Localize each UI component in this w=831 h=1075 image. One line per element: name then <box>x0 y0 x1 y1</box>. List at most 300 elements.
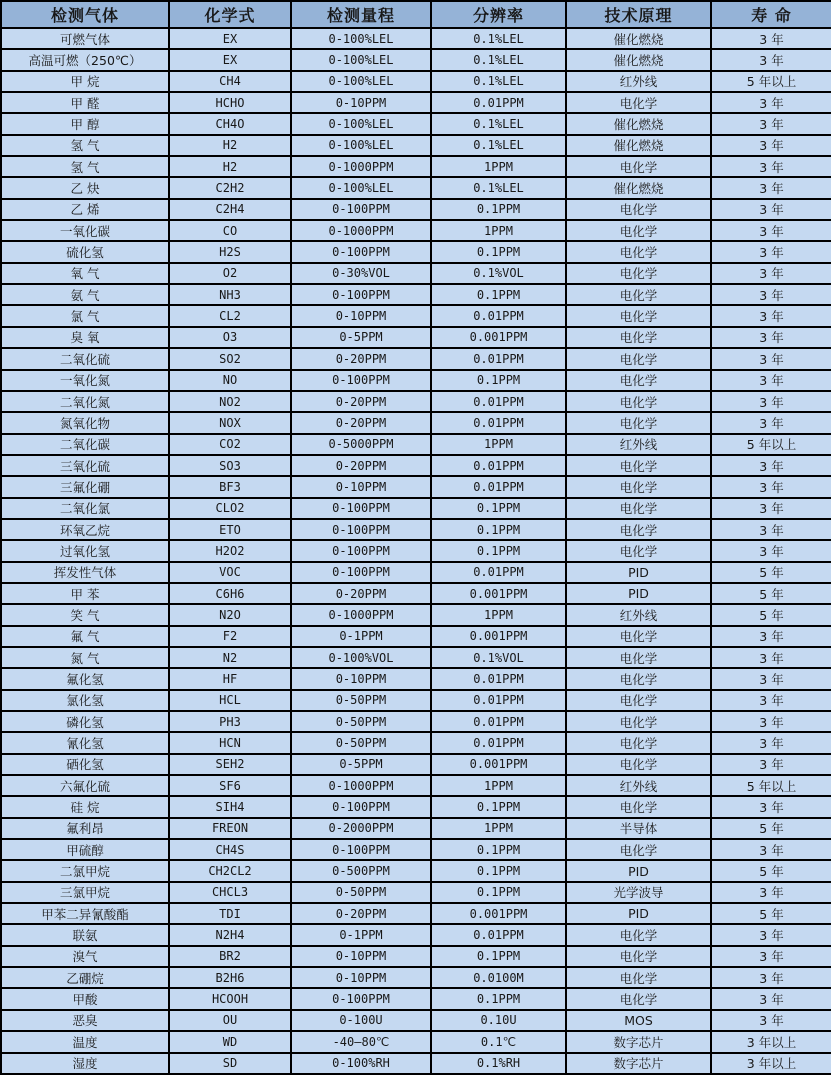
cell-detection-range: 0-1000PPM <box>291 775 431 796</box>
cell-technology: 电化学 <box>566 156 711 177</box>
cell-detection-range: 0-50PPM <box>291 690 431 711</box>
cell-chemical-formula: FREON <box>169 818 291 839</box>
cell-resolution: 0.1%LEL <box>431 71 566 92</box>
cell-chemical-formula: EX <box>169 49 291 70</box>
cell-lifespan: 5 年 <box>711 903 831 924</box>
cell-lifespan: 3 年 <box>711 476 831 497</box>
cell-resolution: 0.1PPM <box>431 370 566 391</box>
cell-detection-range: 0-20PPM <box>291 455 431 476</box>
cell-detection-range: 0-50PPM <box>291 732 431 753</box>
cell-gas-name: 氰化氢 <box>1 732 169 753</box>
cell-chemical-formula: SEH2 <box>169 754 291 775</box>
cell-resolution: 0.1℃ <box>431 1031 566 1052</box>
cell-resolution: 0.01PPM <box>431 348 566 369</box>
cell-chemical-formula: CHCL3 <box>169 882 291 903</box>
cell-detection-range: 0-1000PPM <box>291 604 431 625</box>
cell-chemical-formula: N2H4 <box>169 924 291 945</box>
cell-resolution: 1PPM <box>431 604 566 625</box>
table-row <box>1 199 831 220</box>
cell-technology: 电化学 <box>566 647 711 668</box>
table-row <box>1 946 831 967</box>
cell-detection-range: 0-1PPM <box>291 626 431 647</box>
cell-lifespan: 3 年 <box>711 263 831 284</box>
table-row <box>1 49 831 70</box>
cell-detection-range: 0-2000PPM <box>291 818 431 839</box>
cell-gas-name: 氟 气 <box>1 626 169 647</box>
cell-lifespan: 3 年 <box>711 455 831 476</box>
table-row <box>1 711 831 732</box>
cell-detection-range: 0-5PPM <box>291 327 431 348</box>
cell-chemical-formula: CO2 <box>169 434 291 455</box>
cell-resolution: 0.001PPM <box>431 583 566 604</box>
table-row <box>1 156 831 177</box>
cell-technology: 电化学 <box>566 263 711 284</box>
cell-technology: 电化学 <box>566 946 711 967</box>
table-row <box>1 818 831 839</box>
cell-detection-range: 0-20PPM <box>291 903 431 924</box>
cell-gas-name: 三氧化硫 <box>1 455 169 476</box>
table-row <box>1 327 831 348</box>
cell-detection-range: 0-100%LEL <box>291 49 431 70</box>
cell-resolution: 0.01PPM <box>431 711 566 732</box>
cell-technology: 数字芯片 <box>566 1031 711 1052</box>
cell-lifespan: 3 年 <box>711 241 831 262</box>
cell-chemical-formula: PH3 <box>169 711 291 732</box>
cell-lifespan: 3 年 <box>711 498 831 519</box>
cell-chemical-formula: OU <box>169 1010 291 1031</box>
cell-gas-name: 可燃气体 <box>1 28 169 49</box>
table-row <box>1 92 831 113</box>
cell-lifespan: 3 年 <box>711 882 831 903</box>
cell-technology: 电化学 <box>566 540 711 561</box>
cell-chemical-formula: F2 <box>169 626 291 647</box>
cell-resolution: 0.01PPM <box>431 924 566 945</box>
cell-lifespan: 3 年 <box>711 754 831 775</box>
column-header-formula: 化学式 <box>169 1 291 28</box>
cell-detection-range: 0-10PPM <box>291 946 431 967</box>
cell-chemical-formula: EX <box>169 28 291 49</box>
cell-lifespan: 3 年 <box>711 839 831 860</box>
table-row <box>1 668 831 689</box>
cell-technology: 红外线 <box>566 434 711 455</box>
cell-technology: 电化学 <box>566 391 711 412</box>
cell-detection-range: 0-100PPM <box>291 796 431 817</box>
cell-detection-range: 0-10PPM <box>291 92 431 113</box>
cell-resolution: 0.001PPM <box>431 903 566 924</box>
cell-gas-name: 甲苯二异氰酸酯 <box>1 903 169 924</box>
column-header-technology: 技术原理 <box>566 1 711 28</box>
table-row <box>1 391 831 412</box>
cell-gas-name: 氨 气 <box>1 284 169 305</box>
table-row <box>1 754 831 775</box>
cell-gas-name: 甲酸 <box>1 988 169 1009</box>
cell-gas-name: 氯 气 <box>1 305 169 326</box>
cell-lifespan: 3 年 <box>711 519 831 540</box>
cell-chemical-formula: N2 <box>169 647 291 668</box>
cell-detection-range: 0-100PPM <box>291 839 431 860</box>
cell-gas-name: 二氧化氮 <box>1 391 169 412</box>
cell-lifespan: 3 年 <box>711 732 831 753</box>
cell-chemical-formula: SD <box>169 1053 291 1075</box>
cell-gas-name: 环氧乙烷 <box>1 519 169 540</box>
table-row <box>1 135 831 156</box>
cell-technology: 电化学 <box>566 988 711 1009</box>
cell-resolution: 0.1PPM <box>431 988 566 1009</box>
table-header <box>1 1 831 28</box>
cell-technology: 催化燃烧 <box>566 28 711 49</box>
cell-detection-range: 0-20PPM <box>291 412 431 433</box>
cell-technology: PID <box>566 562 711 583</box>
cell-lifespan: 3 年 <box>711 711 831 732</box>
cell-resolution: 0.01PPM <box>431 732 566 753</box>
column-header-gas: 检测气体 <box>1 1 169 28</box>
cell-technology: 红外线 <box>566 775 711 796</box>
cell-chemical-formula: CH2CL2 <box>169 860 291 881</box>
cell-resolution: 0.01PPM <box>431 690 566 711</box>
cell-technology: PID <box>566 903 711 924</box>
table-row <box>1 476 831 497</box>
cell-lifespan: 3 年 <box>711 1010 831 1031</box>
cell-lifespan: 3 年 <box>711 113 831 134</box>
table-row <box>1 434 831 455</box>
cell-gas-name: 湿度 <box>1 1053 169 1075</box>
cell-lifespan: 5 年 <box>711 860 831 881</box>
cell-detection-range: 0-20PPM <box>291 391 431 412</box>
cell-chemical-formula: SIH4 <box>169 796 291 817</box>
cell-chemical-formula: B2H6 <box>169 967 291 988</box>
cell-gas-name: 乙 炔 <box>1 177 169 198</box>
cell-resolution: 0.001PPM <box>431 327 566 348</box>
cell-gas-name: 二氧化碳 <box>1 434 169 455</box>
cell-chemical-formula: CO <box>169 220 291 241</box>
cell-technology: 电化学 <box>566 754 711 775</box>
cell-technology: 电化学 <box>566 305 711 326</box>
cell-lifespan: 3 年 <box>711 391 831 412</box>
cell-gas-name: 联氨 <box>1 924 169 945</box>
cell-chemical-formula: C6H6 <box>169 583 291 604</box>
table-row <box>1 626 831 647</box>
cell-detection-range: 0-100%VOL <box>291 647 431 668</box>
cell-detection-range: 0-100%RH <box>291 1053 431 1075</box>
cell-gas-name: 二氧化氯 <box>1 498 169 519</box>
table-row <box>1 924 831 945</box>
table-row <box>1 220 831 241</box>
cell-resolution: 0.1PPM <box>431 498 566 519</box>
cell-lifespan: 3 年 <box>711 668 831 689</box>
cell-resolution: 0.1PPM <box>431 946 566 967</box>
cell-gas-name: 氢 气 <box>1 156 169 177</box>
cell-lifespan: 3 年以上 <box>711 1053 831 1075</box>
cell-lifespan: 5 年以上 <box>711 71 831 92</box>
cell-gas-name: 甲 苯 <box>1 583 169 604</box>
table-row <box>1 28 831 49</box>
table-row <box>1 903 831 924</box>
cell-chemical-formula: NO <box>169 370 291 391</box>
cell-gas-name: 乙硼烷 <box>1 967 169 988</box>
cell-gas-name: 甲 烷 <box>1 71 169 92</box>
table-row <box>1 348 831 369</box>
cell-chemical-formula: SO3 <box>169 455 291 476</box>
table-row <box>1 263 831 284</box>
cell-technology: 红外线 <box>566 71 711 92</box>
cell-gas-name: 二氧化硫 <box>1 348 169 369</box>
table-row <box>1 882 831 903</box>
cell-chemical-formula: CH4S <box>169 839 291 860</box>
table-row <box>1 690 831 711</box>
cell-gas-name: 臭 氧 <box>1 327 169 348</box>
cell-detection-range: 0-100PPM <box>291 241 431 262</box>
cell-gas-name: 三氯甲烷 <box>1 882 169 903</box>
cell-technology: MOS <box>566 1010 711 1031</box>
cell-chemical-formula: TDI <box>169 903 291 924</box>
cell-detection-range: 0-20PPM <box>291 583 431 604</box>
cell-resolution: 0.1%LEL <box>431 135 566 156</box>
cell-resolution: 0.1PPM <box>431 882 566 903</box>
cell-gas-name: 乙 烯 <box>1 199 169 220</box>
cell-resolution: 0.1%LEL <box>431 28 566 49</box>
table-row <box>1 1053 831 1075</box>
cell-technology: 电化学 <box>566 924 711 945</box>
cell-chemical-formula: ETO <box>169 519 291 540</box>
cell-gas-name: 溴气 <box>1 946 169 967</box>
cell-detection-range: 0-100PPM <box>291 370 431 391</box>
cell-lifespan: 5 年 <box>711 562 831 583</box>
cell-lifespan: 3 年 <box>711 540 831 561</box>
cell-gas-name: 硫化氢 <box>1 241 169 262</box>
cell-resolution: 0.1PPM <box>431 519 566 540</box>
cell-gas-name: 挥发性气体 <box>1 562 169 583</box>
cell-detection-range: 0-10PPM <box>291 305 431 326</box>
cell-resolution: 0.1PPM <box>431 241 566 262</box>
cell-lifespan: 3 年 <box>711 690 831 711</box>
cell-gas-name: 氧 气 <box>1 263 169 284</box>
cell-detection-range: 0-500PPM <box>291 860 431 881</box>
cell-resolution: 1PPM <box>431 775 566 796</box>
cell-detection-range: 0-100PPM <box>291 988 431 1009</box>
cell-chemical-formula: HF <box>169 668 291 689</box>
cell-detection-range: 0-100%LEL <box>291 113 431 134</box>
table-row <box>1 647 831 668</box>
cell-technology: 电化学 <box>566 199 711 220</box>
cell-technology: 电化学 <box>566 370 711 391</box>
cell-lifespan: 3 年以上 <box>711 1031 831 1052</box>
cell-lifespan: 3 年 <box>711 156 831 177</box>
table-row <box>1 604 831 625</box>
cell-gas-name: 一氧化氮 <box>1 370 169 391</box>
cell-detection-range: 0-10PPM <box>291 967 431 988</box>
cell-technology: 光学波导 <box>566 882 711 903</box>
cell-technology: 电化学 <box>566 241 711 262</box>
cell-gas-name: 氮 气 <box>1 647 169 668</box>
cell-resolution: 0.1PPM <box>431 839 566 860</box>
cell-gas-name: 氢 气 <box>1 135 169 156</box>
cell-technology: 催化燃烧 <box>566 177 711 198</box>
cell-resolution: 0.1PPM <box>431 199 566 220</box>
cell-gas-name: 磷化氢 <box>1 711 169 732</box>
cell-technology: 电化学 <box>566 284 711 305</box>
table-row <box>1 370 831 391</box>
cell-lifespan: 3 年 <box>711 305 831 326</box>
cell-resolution: 0.1%RH <box>431 1053 566 1075</box>
cell-chemical-formula: HCHO <box>169 92 291 113</box>
cell-lifespan: 3 年 <box>711 49 831 70</box>
cell-technology: 电化学 <box>566 690 711 711</box>
cell-resolution: 1PPM <box>431 434 566 455</box>
cell-lifespan: 3 年 <box>711 28 831 49</box>
cell-chemical-formula: NOX <box>169 412 291 433</box>
cell-chemical-formula: BR2 <box>169 946 291 967</box>
header-row <box>1 1 831 28</box>
table-row <box>1 241 831 262</box>
cell-lifespan: 3 年 <box>711 988 831 1009</box>
cell-detection-range: 0-100PPM <box>291 519 431 540</box>
table-row <box>1 967 831 988</box>
cell-detection-range: 0-100PPM <box>291 498 431 519</box>
table-row <box>1 498 831 519</box>
cell-technology: 电化学 <box>566 519 711 540</box>
table-row <box>1 71 831 92</box>
cell-technology: 电化学 <box>566 732 711 753</box>
cell-technology: 电化学 <box>566 348 711 369</box>
table-row <box>1 988 831 1009</box>
cell-gas-name: 高温可燃（250℃） <box>1 49 169 70</box>
cell-gas-name: 三氟化硼 <box>1 476 169 497</box>
cell-chemical-formula: C2H4 <box>169 199 291 220</box>
cell-lifespan: 3 年 <box>711 967 831 988</box>
cell-technology: 电化学 <box>566 220 711 241</box>
cell-resolution: 0.01PPM <box>431 668 566 689</box>
table-row <box>1 177 831 198</box>
cell-chemical-formula: N2O <box>169 604 291 625</box>
cell-technology: 电化学 <box>566 92 711 113</box>
cell-resolution: 0.1%LEL <box>431 177 566 198</box>
table-body <box>1 28 831 1074</box>
cell-chemical-formula: WD <box>169 1031 291 1052</box>
cell-technology: 电化学 <box>566 711 711 732</box>
table-row <box>1 732 831 753</box>
cell-detection-range: 0-30%VOL <box>291 263 431 284</box>
cell-gas-name: 温度 <box>1 1031 169 1052</box>
cell-resolution: 0.01PPM <box>431 305 566 326</box>
cell-lifespan: 3 年 <box>711 412 831 433</box>
cell-detection-range: 0-100PPM <box>291 284 431 305</box>
table-row <box>1 562 831 583</box>
cell-detection-range: 0-1000PPM <box>291 156 431 177</box>
cell-detection-range: 0-10PPM <box>291 476 431 497</box>
cell-chemical-formula: SF6 <box>169 775 291 796</box>
cell-lifespan: 3 年 <box>711 327 831 348</box>
cell-chemical-formula: HCN <box>169 732 291 753</box>
cell-chemical-formula: VOC <box>169 562 291 583</box>
table-row <box>1 839 831 860</box>
cell-detection-range: 0-5PPM <box>291 754 431 775</box>
cell-technology: 催化燃烧 <box>566 49 711 70</box>
cell-lifespan: 5 年 <box>711 818 831 839</box>
cell-resolution: 0.01PPM <box>431 562 566 583</box>
cell-resolution: 0.001PPM <box>431 754 566 775</box>
cell-chemical-formula: H2 <box>169 156 291 177</box>
cell-resolution: 0.1PPM <box>431 540 566 561</box>
cell-resolution: 0.01PPM <box>431 476 566 497</box>
cell-technology: 电化学 <box>566 412 711 433</box>
table-row <box>1 860 831 881</box>
cell-resolution: 0.1%LEL <box>431 49 566 70</box>
cell-gas-name: 恶臭 <box>1 1010 169 1031</box>
table-row <box>1 305 831 326</box>
cell-gas-name: 硅 烷 <box>1 796 169 817</box>
cell-technology: 催化燃烧 <box>566 135 711 156</box>
cell-lifespan: 5 年 <box>711 583 831 604</box>
cell-gas-name: 氟化氢 <box>1 668 169 689</box>
cell-chemical-formula: BF3 <box>169 476 291 497</box>
cell-technology: 电化学 <box>566 476 711 497</box>
cell-chemical-formula: C2H2 <box>169 177 291 198</box>
cell-resolution: 0.0100M <box>431 967 566 988</box>
table-row <box>1 412 831 433</box>
table-row <box>1 583 831 604</box>
cell-lifespan: 5 年以上 <box>711 775 831 796</box>
cell-chemical-formula: H2 <box>169 135 291 156</box>
cell-lifespan: 3 年 <box>711 647 831 668</box>
cell-detection-range: 0-50PPM <box>291 711 431 732</box>
cell-technology: 电化学 <box>566 796 711 817</box>
cell-resolution: 1PPM <box>431 156 566 177</box>
table-row <box>1 284 831 305</box>
cell-lifespan: 3 年 <box>711 92 831 113</box>
cell-technology: 电化学 <box>566 668 711 689</box>
cell-lifespan: 3 年 <box>711 924 831 945</box>
table-row <box>1 775 831 796</box>
cell-chemical-formula: CL2 <box>169 305 291 326</box>
cell-resolution: 0.1PPM <box>431 860 566 881</box>
cell-lifespan: 3 年 <box>711 199 831 220</box>
cell-lifespan: 5 年 <box>711 604 831 625</box>
cell-detection-range: 0-100U <box>291 1010 431 1031</box>
cell-resolution: 0.01PPM <box>431 455 566 476</box>
cell-gas-name: 甲硫醇 <box>1 839 169 860</box>
cell-lifespan: 5 年以上 <box>711 434 831 455</box>
cell-resolution: 0.01PPM <box>431 92 566 113</box>
cell-gas-name: 氮氧化物 <box>1 412 169 433</box>
cell-lifespan: 3 年 <box>711 135 831 156</box>
cell-lifespan: 3 年 <box>711 946 831 967</box>
cell-chemical-formula: CH4O <box>169 113 291 134</box>
cell-chemical-formula: O3 <box>169 327 291 348</box>
cell-detection-range: 0-10PPM <box>291 668 431 689</box>
cell-lifespan: 3 年 <box>711 796 831 817</box>
cell-chemical-formula: HCOOH <box>169 988 291 1009</box>
table-row <box>1 455 831 476</box>
cell-detection-range: 0-100PPM <box>291 540 431 561</box>
cell-technology: 电化学 <box>566 967 711 988</box>
cell-resolution: 0.10U <box>431 1010 566 1031</box>
cell-gas-name: 二氯甲烷 <box>1 860 169 881</box>
cell-detection-range: 0-100PPM <box>291 562 431 583</box>
cell-technology: 电化学 <box>566 839 711 860</box>
cell-detection-range: -40—80℃ <box>291 1031 431 1052</box>
cell-detection-range: 0-100%LEL <box>291 177 431 198</box>
cell-resolution: 0.01PPM <box>431 391 566 412</box>
cell-detection-range: 0-20PPM <box>291 348 431 369</box>
cell-gas-name: 硒化氢 <box>1 754 169 775</box>
cell-chemical-formula: CH4 <box>169 71 291 92</box>
cell-detection-range: 0-100%LEL <box>291 135 431 156</box>
cell-chemical-formula: HCL <box>169 690 291 711</box>
cell-lifespan: 3 年 <box>711 348 831 369</box>
table-row <box>1 796 831 817</box>
table-row <box>1 1031 831 1052</box>
cell-technology: PID <box>566 583 711 604</box>
